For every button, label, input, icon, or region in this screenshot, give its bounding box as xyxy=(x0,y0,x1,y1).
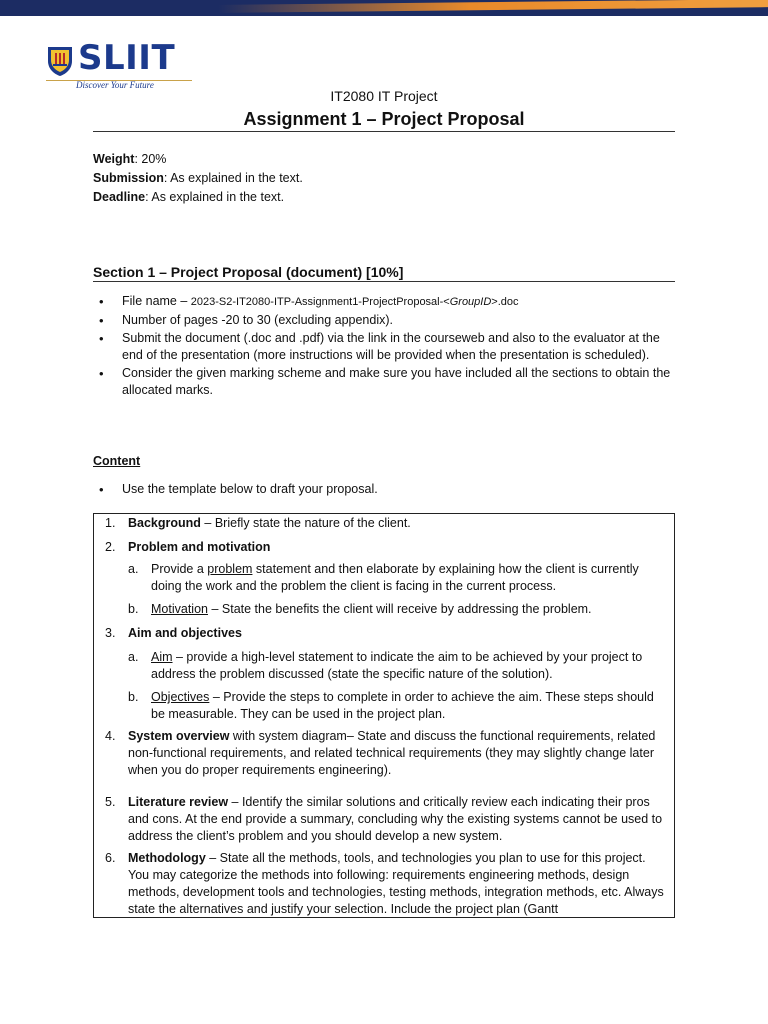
section-bullets xyxy=(93,293,675,400)
list-item: • Consider the given marking scheme and make sure you have included all the sections to obtain the allocated marks. xyxy=(93,365,675,399)
logo-wordmark: SLIIT xyxy=(78,38,176,78)
list-item: • Number of pages -20 to 30 (excluding appendix). xyxy=(93,312,675,329)
content-bullets xyxy=(93,481,675,498)
logo-tagline: Discover Your Future xyxy=(76,80,154,90)
deadline-line: Deadline: As explained in the text. xyxy=(93,190,285,204)
list-item: • Use the template below to draft your proposal. xyxy=(93,481,675,498)
title-divider xyxy=(93,131,675,132)
list-item: • Submit the document (.doc and .pdf) via the link in the courseweb and also to the evaluator at the end of the presentation (more instructions will be provided when the presentation is scheduled). xyxy=(93,330,675,364)
section-divider xyxy=(93,281,675,282)
sliit-logo xyxy=(46,38,196,92)
content-heading: Content xyxy=(93,454,141,468)
list-item: • File name – 2023-S2-IT2080-ITP-Assignment1-ProjectProposal-<GroupID>.doc xyxy=(93,293,675,311)
assignment-meta xyxy=(93,151,675,208)
header-banner xyxy=(0,0,768,20)
section-heading: Section 1 – Project Proposal (document) [10%] xyxy=(93,264,404,280)
submission-line: Submission: As explained in the text. xyxy=(93,171,303,185)
weight-line: Weight: 20% xyxy=(93,152,167,166)
course-name: IT2080 IT Project xyxy=(330,88,438,104)
document-title: Assignment 1 – Project Proposal xyxy=(243,109,525,129)
crest-icon xyxy=(46,45,74,77)
proposal-template-box: 1. Background – Briefly state the nature of the client. 2. Problem and motivation a. Provide a problem statement and then elaborate by explaining how the client is currently doing the work and the problem the client is facing in the current process. b. Motivation – State the benefits the client will receive by addressing the problem. 3. Aim and objectives a. Aim – provide a high-level statement to indicate the aim to be achieved by your project to address the problem discussed (state the specific nature of the solution). b. Objectives – Provide the steps to complete in order to achieve the aim. These steps should be measurable. They can be used in the project plan. 4. System overview with system diagram– State and discuss the functional requirements, related non-functional requirements, and related technical requirements (they may slightly change later when you do proper requirements engineering). 5. Literature review – Identify the similar solutions and critically review each indicating their pros and cons. At the end provide a summary, concluding why the existing systems cannot be used to address the client’s problem and you should develop a new system. 6. Methodology – State all the methods, tools, and technologies you plan to use for this project. You may categorize the methods into following: requirements engineering methods, design methods, development tools and technologies, testing methods, integration methods, etc. Always state the alternatives and justify your selection. Include the project plan (Gantt xyxy=(93,513,675,918)
